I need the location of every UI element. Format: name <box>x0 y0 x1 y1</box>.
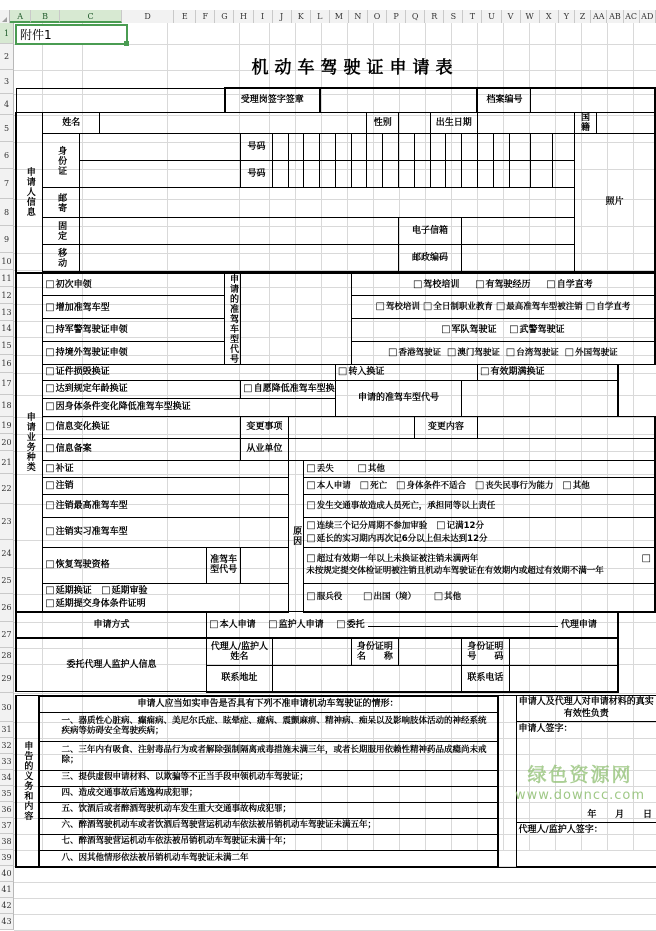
applicant-signature-box[interactable] <box>516 721 656 822</box>
business-item-cancel-intern[interactable]: □ 注销实习准驾车型 <box>43 517 288 547</box>
row-header-25[interactable]: 25 <box>0 568 14 594</box>
main-form-table <box>15 87 656 693</box>
declaration-item-4: 四、造成交通事故后逃逸构成犯罪； <box>39 786 497 802</box>
declaration-item-7: 七、醉酒驾驶营运机动车依法被吊销机动车驾驶证未满十年； <box>39 834 497 850</box>
business-item-volunteer[interactable]: □ 自愿降低准驾车型换 <box>241 380 336 398</box>
file-no-label: 档案编号 <box>477 88 530 112</box>
row-header-7[interactable]: 7 <box>0 169 14 199</box>
row-header-24[interactable]: 24 <box>0 540 14 568</box>
column-header-q[interactable]: Q <box>406 10 425 23</box>
column-header-e[interactable]: E <box>174 10 196 23</box>
replace-options[interactable]: □ 丢失 □ 其他 <box>304 460 655 477</box>
id-digit[interactable] <box>509 161 531 188</box>
row-header-29[interactable]: 29 <box>0 664 14 693</box>
first-apply-options[interactable]: □ 驾校培训 □ 有驾驶经历 □ 自学直考 <box>351 273 655 296</box>
row-header-34[interactable]: 34 <box>0 770 14 786</box>
date-year-label: 年 <box>587 809 597 820</box>
overseas-options[interactable]: □ 香港驾驶证 □ 澳门驾驶证 □ 台湾驾驶证 □ 外国驾驶证 <box>351 341 655 364</box>
id-digit[interactable] <box>462 134 478 161</box>
watermark-line-2: www.downcc.com <box>514 788 646 803</box>
column-header-w[interactable]: W <box>521 10 540 23</box>
column-header-o[interactable]: O <box>368 10 387 23</box>
id-type-2[interactable] <box>79 161 241 188</box>
declaration-body <box>38 695 498 867</box>
id-digit[interactable] <box>320 161 336 188</box>
row-header-20[interactable]: 20 <box>0 434 14 451</box>
row-header-5[interactable]: 5 <box>0 115 14 142</box>
id-digit[interactable] <box>414 134 430 161</box>
business-item-damaged[interactable]: □ 证件损毁换证 <box>43 364 336 380</box>
nation-value[interactable] <box>596 112 655 134</box>
form-area <box>15 45 656 868</box>
active-cell-a1[interactable]: 附件1 <box>15 24 128 45</box>
id-label: 身份证 <box>43 134 79 188</box>
column-header-r[interactable]: R <box>425 10 444 23</box>
applicant-section-label: 申请人信息 <box>16 112 43 273</box>
row-header-8[interactable]: 8 <box>0 199 14 226</box>
column-header-t[interactable]: T <box>463 10 482 23</box>
row-header-14[interactable]: 14 <box>0 321 14 337</box>
business-item-restore[interactable]: □ 恢复驾驶资格 <box>43 547 207 583</box>
row-header-31[interactable]: 31 <box>0 722 14 738</box>
id-digit[interactable] <box>553 134 575 161</box>
column-header-a[interactable]: A <box>10 10 31 23</box>
business-item-first-apply[interactable]: □ 初次申领 <box>43 273 225 296</box>
row-header-4[interactable]: 4 <box>0 94 14 115</box>
agent-id-no-label: 身份证明号 码 <box>462 638 509 666</box>
column-header-p[interactable]: P <box>387 10 406 23</box>
id-digit[interactable] <box>477 161 493 188</box>
reason-item-1[interactable]: □ 发生交通事故造成人员死亡，承担同等以上责任 <box>304 494 655 517</box>
id-digit[interactable] <box>553 161 575 188</box>
column-header-f[interactable]: F <box>196 10 215 23</box>
mail-value[interactable] <box>79 188 575 218</box>
row-header-43[interactable]: 43 <box>0 914 14 930</box>
column-header-z[interactable]: Z <box>575 10 591 23</box>
mail-label: 邮寄 <box>43 188 79 218</box>
declaration-item-6: 六、醉酒驾驶机动车或者饮酒后驾驶营运机动车依法被吊销机动车驾驶证未满五年； <box>39 818 497 834</box>
row-header-35[interactable]: 35 <box>0 786 14 802</box>
id-digit[interactable] <box>399 134 415 161</box>
column-header-v[interactable]: V <box>502 10 521 23</box>
id-digit[interactable] <box>430 134 446 161</box>
gender-label: 性别 <box>367 112 399 134</box>
column-header-u[interactable]: U <box>482 10 501 23</box>
row-header-19[interactable]: 19 <box>0 417 14 434</box>
declaration-item-5: 五、饮酒后或者醉酒驾驶机动车发生重大交通事故构成犯罪； <box>39 802 497 818</box>
email-value[interactable] <box>462 218 575 245</box>
agent-id-name-value[interactable] <box>399 638 462 666</box>
column-header-g[interactable]: G <box>215 10 234 23</box>
id-digit[interactable] <box>272 134 288 161</box>
change-item-value[interactable] <box>288 416 414 438</box>
id-digit[interactable] <box>462 161 478 188</box>
id-digit[interactable] <box>335 161 351 188</box>
agent-address-label: 联系地址 <box>207 666 273 692</box>
business-item-replace[interactable]: □ 补证 <box>43 460 288 477</box>
column-header-m[interactable]: M <box>330 10 349 23</box>
row-header-15[interactable]: 15 <box>0 337 14 355</box>
row-header-12[interactable]: 12 <box>0 287 14 304</box>
row-header-32[interactable]: 32 <box>0 738 14 754</box>
add-type-options[interactable]: □ 驾校培训 □ 全日制职业教育 □ 最高准驾车型被注销 □ 自学直考 <box>351 296 655 319</box>
agent-id-name-label: 身份证明名 称 <box>351 638 398 666</box>
employer-value[interactable] <box>288 438 655 460</box>
row-header-17[interactable]: 17 <box>0 373 14 395</box>
declaration-heading: 申请人应当如实申告是否具有下列不准申请机动车驾驶证的情形： <box>39 696 497 712</box>
row-header-36[interactable]: 36 <box>0 802 14 818</box>
declaration-item-3: 三、提供虚假申请材料、以欺骗等不正当手段申领机动车驾驶证； <box>39 770 497 786</box>
row-header-26[interactable]: 26 <box>0 594 14 622</box>
agent-phone-label: 联系电话 <box>462 666 509 692</box>
declaration-right-heading: 申请人及代理人对申请材料的真实有效性负责 <box>516 695 656 721</box>
row-header-3[interactable]: 3 <box>0 70 14 94</box>
id-number-label-2: 号码 <box>241 161 273 188</box>
column-header-d[interactable]: D <box>122 10 174 23</box>
accept-sign-value[interactable] <box>320 88 478 112</box>
row-header-6[interactable]: 6 <box>0 142 14 169</box>
business-item-body-condition[interactable]: □ 因身体条件变化降低准驾车型换证 <box>43 398 336 416</box>
column-header-s[interactable]: S <box>444 10 463 23</box>
apply-method-suffix: 代理申请 <box>560 620 597 631</box>
postcode-value[interactable] <box>462 245 575 272</box>
id-digit[interactable] <box>367 161 383 188</box>
gender-value[interactable] <box>399 112 431 134</box>
fixed-phone-value[interactable] <box>79 218 398 245</box>
id-digit[interactable] <box>351 134 367 161</box>
select-all-corner[interactable] <box>0 10 10 23</box>
id-digit[interactable] <box>367 134 383 161</box>
restore-code-value[interactable] <box>241 547 288 583</box>
watermark-line-1: 绿色资源网 <box>527 764 633 786</box>
id-digit[interactable] <box>509 134 531 161</box>
declaration-item-8: 八、因其他情形依法被吊销机动车驾驶证未满二年 <box>39 850 497 866</box>
agent-name-label: 代理人/监护人姓名 <box>207 638 273 666</box>
row-header-10[interactable]: 10 <box>0 253 14 270</box>
id-digit[interactable] <box>446 161 462 188</box>
change-content-value[interactable] <box>477 416 655 438</box>
row-header-2[interactable]: 2 <box>0 44 14 70</box>
id-digit[interactable] <box>383 134 399 161</box>
id-digit[interactable] <box>531 161 553 188</box>
business-item-military[interactable]: □ 持军警驾驶证申领 <box>43 319 225 342</box>
row-header-column[interactable] <box>0 23 14 930</box>
nation-label: 国籍 <box>575 112 597 134</box>
column-header-b[interactable]: B <box>31 10 60 23</box>
id-digit[interactable] <box>351 161 367 188</box>
agent-signature-box[interactable] <box>516 823 656 868</box>
column-header-ab[interactable]: AB <box>607 10 623 23</box>
change-content-label: 变更内容 <box>414 416 477 438</box>
id-digit[interactable] <box>288 161 304 188</box>
column-header-ac[interactable]: AC <box>624 10 640 23</box>
id-digit[interactable] <box>399 161 415 188</box>
change-item-label: 变更事项 <box>241 416 288 438</box>
id-digit[interactable] <box>304 134 320 161</box>
id-digit[interactable] <box>383 161 399 188</box>
column-header-x[interactable]: X <box>540 10 559 23</box>
column-header-c[interactable]: C <box>60 10 122 23</box>
business-item-info-change[interactable]: □ 信息变化换证 <box>43 416 241 438</box>
agent-sign-label: 代理人/监护人签字： <box>518 825 603 836</box>
row-header-39[interactable]: 39 <box>0 850 14 866</box>
applicant-sign-label: 申请人签字： <box>518 723 573 734</box>
id-number-label-1: 号码 <box>241 134 273 161</box>
name-label: 姓名 <box>43 112 100 134</box>
id-digit[interactable] <box>531 134 553 161</box>
restore-code-label: 准驾车型代号 <box>207 547 241 583</box>
row-header-11[interactable]: 11 <box>0 270 14 287</box>
photo-box[interactable]: 照片 <box>575 134 655 272</box>
name-value[interactable] <box>100 112 367 134</box>
delay-options[interactable]: □ 服兵役 □ 出国（境） □ 其他 <box>304 583 655 612</box>
column-header-n[interactable]: N <box>349 10 368 23</box>
reason-items-2-3-4[interactable]: □ 连续三个记分周期不参加审验 □ 记满12分 □ 延长的实习期内再次记6分以上但未达到12分 <box>304 517 655 547</box>
row-header-1[interactable]: 1 <box>0 23 14 44</box>
row-header-9[interactable]: 9 <box>0 226 14 253</box>
column-header-row[interactable] <box>0 10 656 23</box>
column-header-ad[interactable]: AD <box>640 10 656 23</box>
id-digit[interactable] <box>335 134 351 161</box>
birth-label: 出生日期 <box>430 112 477 134</box>
id-digit[interactable] <box>493 161 509 188</box>
id-digit[interactable] <box>288 134 304 161</box>
entrust-line[interactable] <box>368 618 558 627</box>
vehicle-code-label-2: 申请的准驾车型代号 <box>335 380 461 416</box>
row-header-21[interactable]: 21 <box>0 451 14 474</box>
gridline-horizontal <box>14 898 656 899</box>
column-header-j[interactable]: J <box>273 10 292 23</box>
business-item-add-type[interactable]: □ 增加准驾车型 <box>43 296 225 319</box>
fixed-phone-label: 固定 <box>43 218 79 245</box>
page-title: 机动车驾驶证申请表 <box>251 58 459 78</box>
row-header-18[interactable]: 18 <box>0 395 14 417</box>
declaration-item-1: 一、器质性心脏病、癫痫病、美尼尔氏症、眩晕症、癔病、震颤麻痹、精神病、痴呆以及影响肢体活动的神经系统疾病等妨碍安全驾驶疾病； <box>39 712 497 741</box>
column-header-aa[interactable]: AA <box>591 10 607 23</box>
vehicle-code-label: 申请的准驾车型代号 <box>225 273 241 364</box>
row-header-42[interactable]: 42 <box>0 898 14 914</box>
id-digit[interactable] <box>320 134 336 161</box>
id-digit[interactable] <box>272 161 288 188</box>
id-digit[interactable] <box>493 134 509 161</box>
agent-name-value[interactable] <box>272 638 351 666</box>
business-item-overseas[interactable]: □ 持境外驾驶证申领 <box>43 341 225 364</box>
restore-reasons[interactable]: □ 超过有效期一年以上未换证被注销未满两年 □ 未按规定提交体检证明被注销且机动车驾驶证在有效期内或超过有效期不满一年 <box>304 547 655 583</box>
accept-sign-label: 受理岗签字签章 <box>225 88 320 112</box>
column-header-h[interactable]: H <box>234 10 253 23</box>
declaration-item-2: 二、三年内有吸食、注射毒品行为或者解除强制隔离戒毒措施未满三年，或者长期服用依赖性精神药品成瘾尚未戒除； <box>39 741 497 770</box>
mobile-phone-label: 移动 <box>43 245 79 272</box>
row-header-30[interactable]: 30 <box>0 693 14 722</box>
date-day-label: 日 <box>642 809 652 820</box>
email-label: 电子信箱 <box>399 218 462 245</box>
row-header-27[interactable]: 27 <box>0 622 14 648</box>
row-header-28[interactable]: 28 <box>0 648 14 664</box>
vehicle-code-value-2[interactable] <box>462 380 619 416</box>
birth-value[interactable] <box>477 112 574 134</box>
business-section-label: 申请业务种类 <box>16 273 43 612</box>
business-item-cancel[interactable]: □ 注销 <box>43 477 288 494</box>
row-header-40[interactable]: 40 <box>0 866 14 882</box>
id-digit[interactable] <box>414 161 430 188</box>
cancel-options[interactable]: □ 本人申请 □ 死亡 □ 身体条件不适合 □ 丧失民事行为能力 □ 其他 <box>304 477 655 494</box>
military-options[interactable]: □ 军队驾驶证 □ 武警驾驶证 <box>351 319 655 342</box>
apply-method-label: 申请方式 <box>16 612 207 638</box>
id-type-1[interactable] <box>79 134 241 161</box>
agent-address-value[interactable] <box>272 666 461 692</box>
id-digit[interactable] <box>430 161 446 188</box>
row-header-37[interactable]: 37 <box>0 818 14 834</box>
business-item-transfer[interactable]: □ 转入换证 <box>335 364 477 380</box>
business-item-expire[interactable]: □ 有效期满换证 <box>477 364 618 380</box>
column-header-y[interactable]: Y <box>559 10 575 23</box>
vehicle-code-value[interactable] <box>241 273 351 364</box>
row-header-23[interactable]: 23 <box>0 504 14 540</box>
business-item-cancel-max[interactable]: □ 注销最高准驾车型 <box>43 494 288 517</box>
file-no-value[interactable] <box>531 88 655 112</box>
id-digit[interactable] <box>477 134 493 161</box>
agent-section-label: 委托代理人监护人信息 <box>16 638 207 692</box>
id-digit[interactable] <box>304 161 320 188</box>
gridline-horizontal <box>14 882 656 883</box>
apply-method-options[interactable]: □ 本人申请 □ 监护人申请 □ 委托 代理申请 <box>207 612 619 638</box>
agent-id-no-value[interactable] <box>509 638 618 666</box>
row-header-13[interactable]: 13 <box>0 304 14 321</box>
row-header-22[interactable]: 22 <box>0 474 14 504</box>
row-header-33[interactable]: 33 <box>0 754 14 770</box>
column-header-k[interactable]: K <box>292 10 311 23</box>
business-item-delay[interactable]: □ 延期换证 □ 延期审验 □ 延期提交身体条件证明 <box>43 583 288 612</box>
row-header-41[interactable]: 41 <box>0 882 14 898</box>
postcode-label: 邮政编码 <box>399 245 462 272</box>
agent-phone-value[interactable] <box>509 666 618 692</box>
declaration-table <box>15 695 656 869</box>
row-header-38[interactable]: 38 <box>0 834 14 850</box>
mobile-phone-value[interactable] <box>79 245 398 272</box>
business-item-info-record[interactable]: □ 信息备案 <box>43 438 241 460</box>
declaration-section-label: 申告的义务和内容 <box>16 695 38 867</box>
reason-label: 原因 <box>288 460 304 612</box>
column-header-i[interactable]: I <box>254 10 273 23</box>
column-header-l[interactable]: L <box>311 10 330 23</box>
gridline-horizontal <box>14 914 656 915</box>
id-digit[interactable] <box>446 134 462 161</box>
employer-label: 从业单位 <box>241 438 288 460</box>
date-month-label: 月 <box>615 809 625 820</box>
row-header-16[interactable]: 16 <box>0 355 14 373</box>
business-item-age[interactable]: □ 达到规定年龄换证 <box>43 380 241 398</box>
restore-checkbox-right[interactable] <box>642 552 652 566</box>
